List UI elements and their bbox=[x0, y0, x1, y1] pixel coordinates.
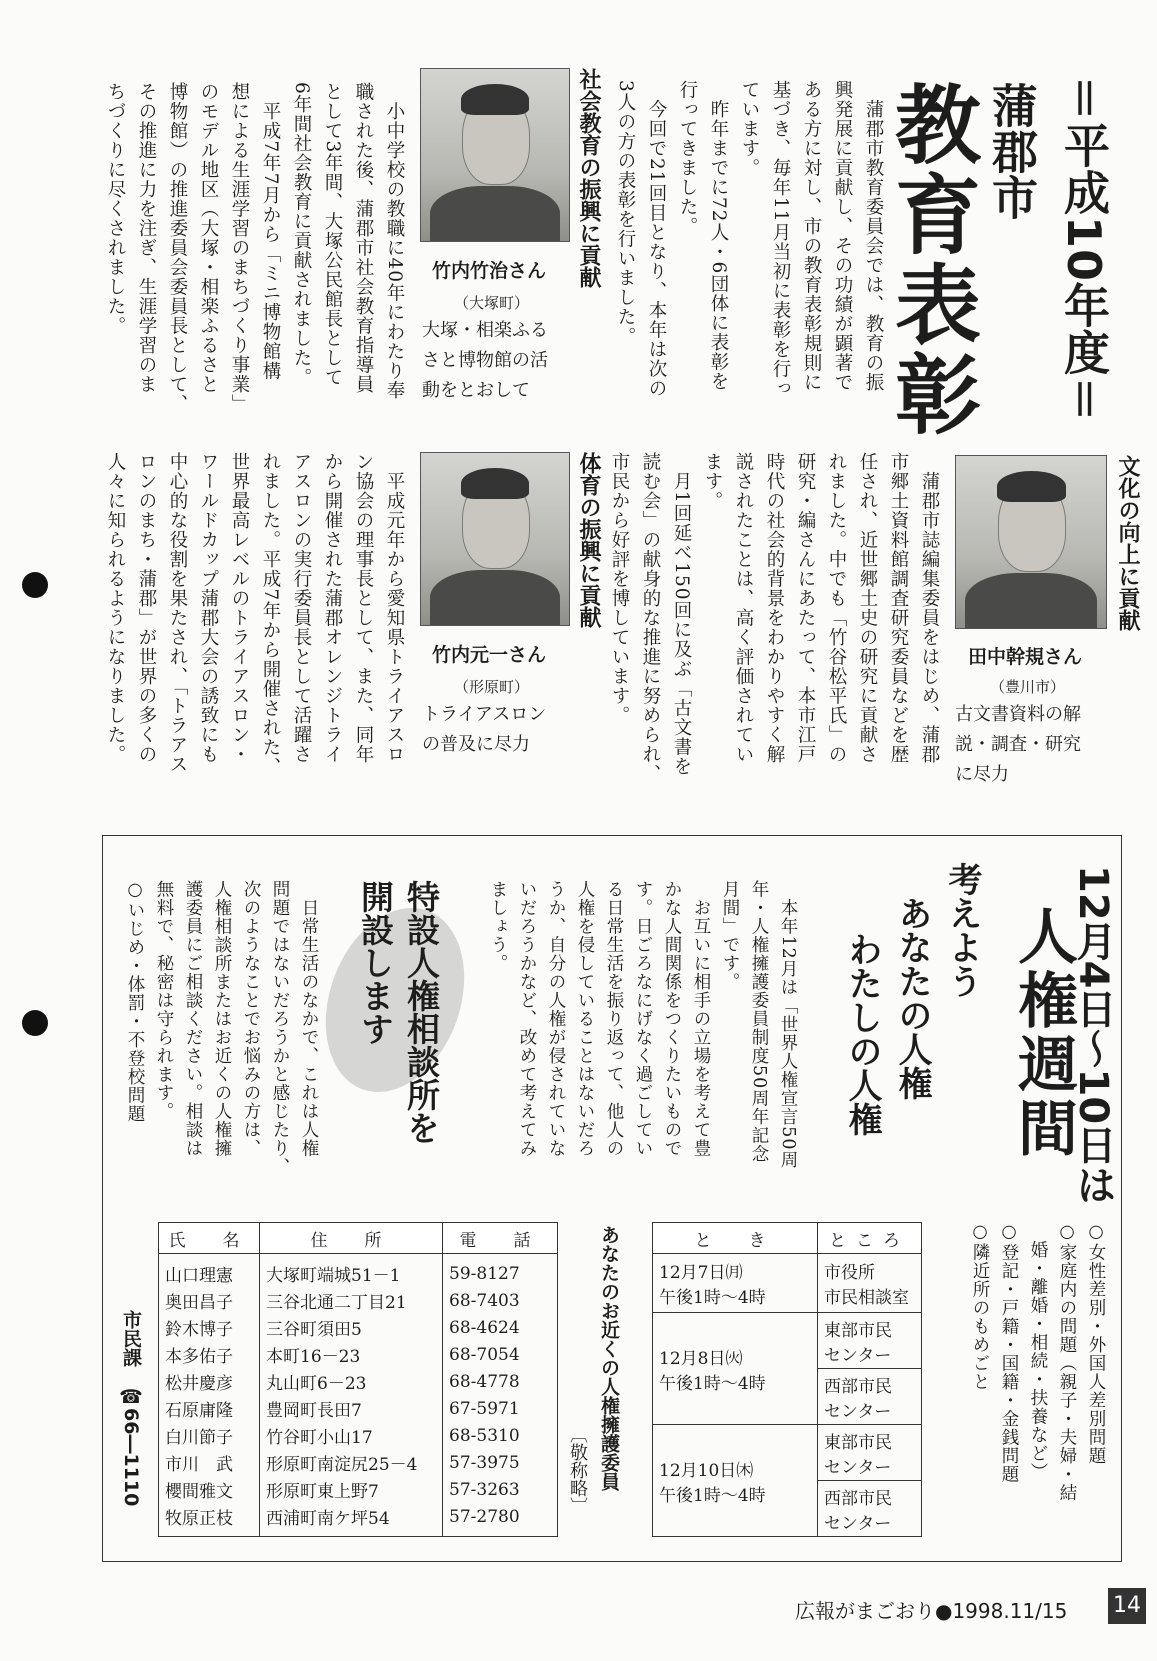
awardee3-body: 蒲郡市誌編集委員をはじめ、蒲郡 市郷土資料館調査研究委員などを歴 任され、近世郷土史の研究に貢献さ れました。中でも「竹谷松平氏」の 研究・編さんにあたって、本市江戸 時代の社会的背景をわかりやすく解 説されたことは、高く評価されてい ます。 月1回延べ150回に及ぶ「古文書を 読む会」の献身的な推進に努められ、 市民から好評を博しています。 bbox=[609, 452, 940, 784]
members-row: 山口理憲 大塚町端城51－1 59-8127 bbox=[159, 1254, 558, 1288]
awardee3-photo bbox=[955, 455, 1107, 629]
awardee2-photo bbox=[420, 452, 570, 626]
awardee1-category: 社会教育の振興に貢献 bbox=[576, 68, 601, 288]
jinken-date: 12月4日〜10日は bbox=[1070, 865, 1116, 1205]
members-row: 牧原正枝 西浦町南ケ坪54 57-2780 bbox=[159, 1503, 558, 1537]
awardee1-name: 竹内竹治さん bbox=[432, 260, 547, 282]
awardee3-location: （豊川市） bbox=[990, 678, 1066, 696]
schedule-row-3-datetime: 12月10日㈭ 午後1時〜4時 bbox=[653, 1425, 818, 1537]
members-row: 白川節子 竹谷町小山17 68-5310 bbox=[159, 1422, 558, 1449]
awardee1-desc: 大塚・相楽ふる さと博物館の活 動をとおして bbox=[422, 320, 548, 401]
jinken-week-title: 人権週間 bbox=[1008, 905, 1078, 1161]
members-row: 松井慶彦 丸山町6－23 68-4778 bbox=[159, 1368, 558, 1395]
members-table bbox=[158, 1222, 558, 1537]
awardee1-photo bbox=[420, 68, 570, 242]
keisho-label: 〔敬称略〕 bbox=[567, 1425, 588, 1515]
contact-info: 市民課 ☎66―1110 bbox=[120, 1310, 142, 1507]
schedule-row-2-place-1: 東部市民 センター bbox=[818, 1313, 922, 1369]
awardee2-location: （形原町） bbox=[454, 678, 530, 696]
members-header-name: 氏 名 bbox=[159, 1223, 260, 1254]
header-city: 蒲郡市 bbox=[985, 82, 1039, 220]
awardee3-category: 文化の向上に貢献 bbox=[1115, 455, 1140, 631]
tokusetsu-title-1: 特設人権相談所を bbox=[402, 880, 441, 1144]
awardee1-body: 小中学校の教職に40年にわたり奉 職された後、蒲郡市社会教育指導員 として3年間、大塚公民館長として 6年間社会教育に貢献されました。 平成7年7月から「ミニ博物館構 想による生涯学習のまちづくり事業」 のモデル地区（大塚・相楽ふるさと 博物館）の推進委員会委員長として、 その推進に力を注ぎ、生涯学習のま ちづくりに尽くされました。 bbox=[105, 82, 405, 414]
committee-label: あなたのお近くの人権擁護委員 bbox=[598, 1225, 620, 1491]
schedule-table bbox=[652, 1222, 922, 1537]
intro-text: 蒲郡市教育委員会では、教育の振 興発展に貢献し、その功績が顕著で ある方に対し、市の教育表彰規則に 基づき、毎年11月当初に表彰を行っ ています。 昨年までに72人・6団体に表彰を 行ってきました。 今回で21回目となり、本年は次の 3人の方の表彰を行いました。 bbox=[615, 80, 884, 399]
members-header-address: 住 所 bbox=[260, 1223, 443, 1254]
awardee2-category: 体育の振興に貢献 bbox=[576, 452, 601, 628]
schedule-row-1-place: 市役所 市民相談室 bbox=[818, 1254, 922, 1313]
header-nendo: ＝平成10年度＝ bbox=[1057, 75, 1111, 424]
awardee1-location: （大塚町） bbox=[454, 294, 530, 312]
tokusetsu-body: 日常生活のなかで、これは人権 問題ではないだろうかと感じたり、 次のようなことでお悩みの方は、 人権相談所またはお近くの人権擁 護委員にご相談ください。相談は 無料で、秘密は守られます。 ○いじめ・体罰・不登校問題 bbox=[125, 880, 319, 1176]
schedule-row-3-place-1: 東部市民 センター bbox=[818, 1425, 922, 1481]
schedule-row-2-place-2: 西部市民 センター bbox=[818, 1369, 922, 1425]
schedule-row-3-place-2: 西部市民 センター bbox=[818, 1481, 922, 1537]
header-title: 教育表彰 bbox=[880, 80, 981, 440]
awardee3-desc: 古文書資料の解 説・調査・研究 に尽力 bbox=[955, 704, 1081, 785]
awardee2-desc: トライアスロン の普及に尽力 bbox=[422, 704, 547, 755]
members-row: 奥田昌子 三谷北通二丁目21 68-7403 bbox=[159, 1287, 558, 1314]
tokusetsu-title-2: 開設します bbox=[356, 880, 395, 1045]
jinken-anata: あなたの人権 bbox=[892, 896, 932, 1100]
awardee3-name: 田中幹規さん bbox=[968, 646, 1083, 668]
jinken-body: 本年12月は「世界人権宣言50周 年・人権擁護委員制度50周年記念 月間」です。 お互いに相手の立場を考えて豊 かな人間関係をつくりたいもので す。日ごろなにげなく過ごしてい る日常生活を振り返って、他人の 人権を侵していることはないだろ うか、自分の人権が侵されていな いだろうかなど、改めて考えてみ ましょう。 bbox=[488, 880, 798, 1170]
jinken-topics: ○女性差別・外国人差別問題 ○家庭内の問題（親子・夫婦・結 婚・離婚・相続・扶養など） ○登記・戸籍・国籍・金銭問題 ○隣近所のもめごと bbox=[970, 1222, 1106, 1502]
page-number: 14 bbox=[1108, 1588, 1146, 1624]
members-row: 石原庸隆 豊岡町長田7 67-5971 bbox=[159, 1395, 558, 1422]
members-row: 本多佑子 本町16－23 68-7054 bbox=[159, 1341, 558, 1368]
footer-publication: 広報がまごおり●1998.11/15 bbox=[795, 1599, 1068, 1623]
schedule-header-tokoro: ところ bbox=[818, 1223, 922, 1254]
jinken-kangaeyou: 考えよう bbox=[942, 862, 982, 998]
schedule-row-1-datetime: 12月7日㈪ 午後1時〜4時 bbox=[653, 1254, 818, 1313]
awardee2-name: 竹内元一さん bbox=[432, 644, 547, 666]
awardee2-body: 平成元年から愛知県トライアスロ ン協会の理事長として、また、同年 から開催された蒲郡オレンジトライ アスロンの実行委員長として活躍さ れました。平成7年から開催された、 世界最高レベルのトライアスロン・ ワールドカップ蒲郡大会の誘致にも 中心的な役割を果たされ、「トラアス ロンのまち・蒲郡」が世界の多くの 人々に知られるようになりました。 bbox=[105, 452, 405, 777]
schedule-header-toki: と き bbox=[653, 1223, 818, 1254]
members-row: 櫻間雅文 形原町東上野7 57-3263 bbox=[159, 1476, 558, 1503]
schedule-row-2-datetime: 12月8日㈫ 午後1時〜4時 bbox=[653, 1313, 818, 1425]
members-header-phone: 電 話 bbox=[443, 1223, 558, 1254]
members-row: 市川 武 形原町南淀尻25－4 57-3975 bbox=[159, 1449, 558, 1476]
punch-hole-1 bbox=[22, 572, 48, 598]
members-row: 鈴木博子 三谷町須田5 68-4624 bbox=[159, 1314, 558, 1341]
jinken-watashi: わたしの人権 bbox=[842, 932, 882, 1136]
punch-hole-2 bbox=[22, 1010, 48, 1036]
